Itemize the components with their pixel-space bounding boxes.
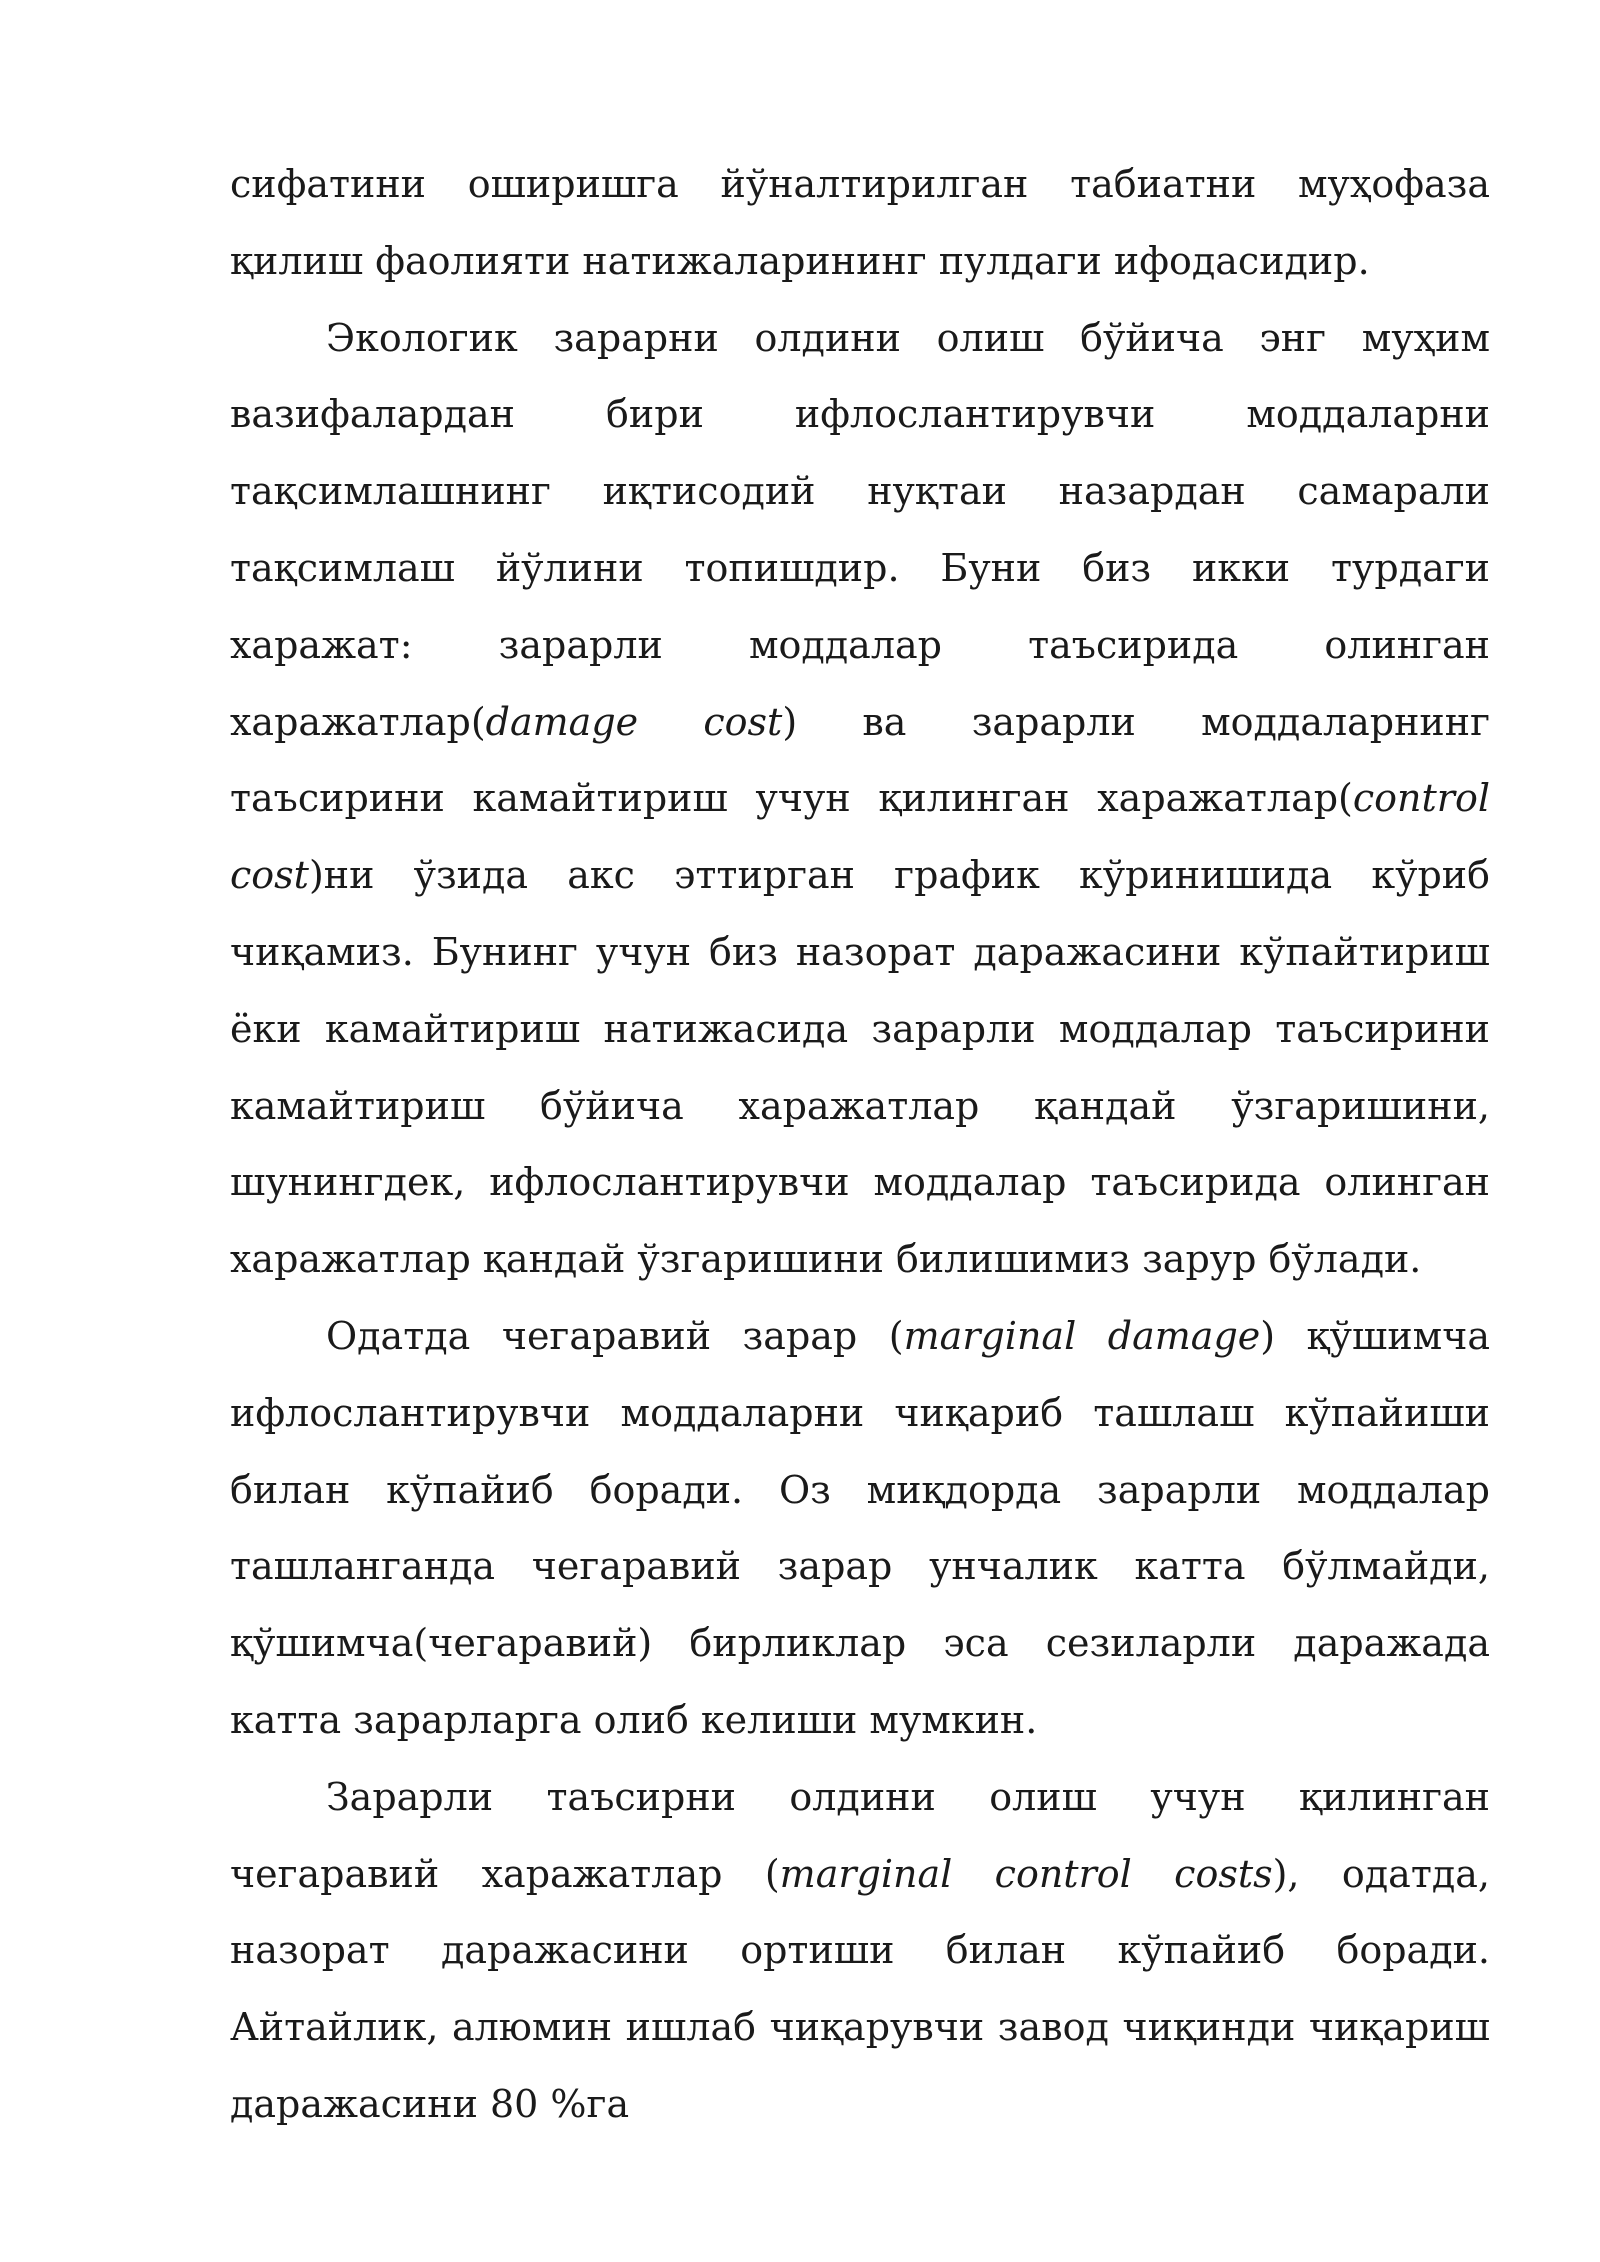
paragraph-3 [230, 1298, 1490, 1759]
paragraph-1 [230, 146, 1490, 300]
term-damage-cost: damage cost [485, 699, 783, 744]
term-marginal-control-costs: marginal control costs [779, 1851, 1273, 1896]
paragraph-4 [230, 1759, 1490, 2143]
paragraph-2-text-c: )ни ўзида акс эттирган график кўринишида кўриб чиқамиз. Бунинг учун биз назорат даражасини кўпайтириш ёки камайтириш натижасида зарарли моддалар таъсирини камайтириш бўйича харажатлар қандай ўзгаришини, шунингдек, ифлослантирувчи моддалар таъсирида олинган харажатлар қандай ўзгаришини билишимиз зарур бўлади. [230, 853, 1490, 1282]
paragraph-3-text-a: Одатда чегаравий зарар ( [326, 1313, 904, 1358]
paragraph-4-text-b: ), одатда, назорат даражасини ортиши билан кўпайиб боради. Айтайлик, алюмин ишлаб чиқарувчи завод чиқинди чиқариш даражасини 80 %га [230, 1851, 1490, 2126]
term-control-cost: control cost [230, 776, 1490, 898]
paragraph-1-text: сифатини оширишга йўналтирилган табиатни муҳофаза қилиш фаолияти натижаларининг пулдаги ифодасидир. [230, 162, 1490, 283]
document-page [230, 146, 1490, 2143]
paragraph-2-text-b: ) ва зарарли моддаларнинг таъсирини камайтириш учун қилинган харажатлар( [230, 699, 1490, 821]
paragraph-2-text-a: Экологик зарарни олдини олиш бўйича энг муҳим вазифалардан бири ифлослантирувчи моддаларни тақсимлашнинг иқтисодий нуқтаи назардан самарали тақсимлаш йўлини топишдир. Буни биз икки турдаги харажат: зарарли моддалар таъсирида олинган харажатлар( [230, 315, 1490, 744]
paragraph-4-text-a: Зарарли таъсирни олдини олиш учун қилинган чегаравий харажатлар ( [230, 1774, 1490, 1896]
paragraph-2 [230, 300, 1490, 1298]
term-marginal-damage: marginal damage [903, 1313, 1261, 1358]
paragraph-3-text-b: ) қўшимча ифлослантирувчи моддаларни чиқариб ташлаш кўпайиши билан кўпайиб боради. Оз миқдорда зарарли моддалар ташланганда чегаравий зарар унчалик катта бўлмайди, қўшимча(чегаравий) бирликлар эса сезиларли даражада катта зарарларга олиб келиши мумкин. [230, 1313, 1491, 1742]
